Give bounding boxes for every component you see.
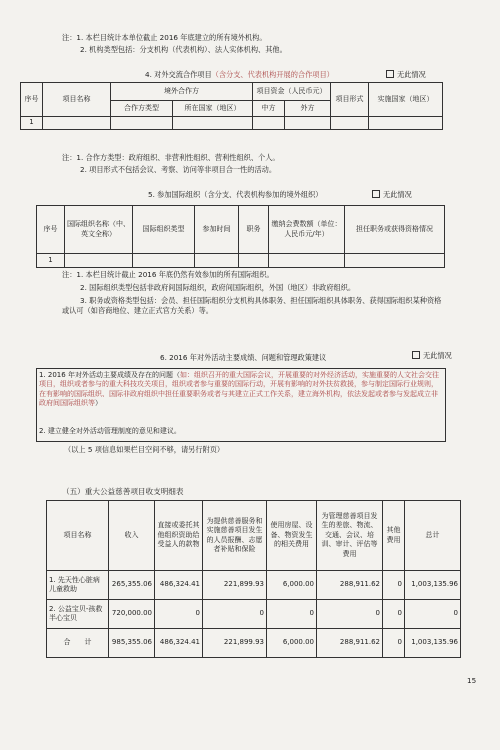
s4-none-checkbox[interactable] xyxy=(386,70,426,80)
s5-h-seq: 序号 xyxy=(37,206,65,254)
s4-title-note: （含分支、代表机构开展的合作项目） xyxy=(211,70,334,79)
s5-h-fee: 缴纳会费数额（单位：人民币元/年） xyxy=(269,206,345,254)
checkbox-icon xyxy=(412,351,420,359)
charity-h-staff: 为提供慈善服务和实施慈善项目发生的人员报酬、志愿者补贴和保险 xyxy=(203,501,267,571)
s5-h-time: 参加时间 xyxy=(195,206,239,254)
s5-note-2: 2. 国际组织类型包括非政府间国际组织，政府间国际组织，外国（地区）非政府组织。 xyxy=(80,283,356,292)
charity-cell-name: 合 计 xyxy=(47,629,109,658)
charity-cell-direct: 486,324.41 xyxy=(155,571,203,600)
charity-h-name: 项目名称 xyxy=(47,501,109,571)
s5-title-note: （含分支、代表机构参加的境外组织） xyxy=(200,190,323,199)
charity-cell-mgmt: 0 xyxy=(317,600,383,629)
s4-cell-empty[interactable] xyxy=(331,117,369,130)
table-row xyxy=(47,600,461,629)
s5-title: 5. 参加国际组织 xyxy=(148,190,201,199)
charity-cell-other: 0 xyxy=(383,600,405,629)
charity-cell-mgmt: 288,911.62 xyxy=(317,629,383,658)
s6-title: 6. 2016 年对外活动主要成绩、问题和管理政策建议 xyxy=(160,353,327,362)
table-row-total xyxy=(47,629,461,658)
s6-paragraph-1 xyxy=(39,371,441,409)
s6-paragraph-2: 2. 建立健全对外活动管理制度的意见和建议。 xyxy=(39,427,181,435)
charity-cell-total: 1,003,135.96 xyxy=(405,571,461,600)
s6-footnote: （以上 5 项信息如果栏目空间不够，请另行附页） xyxy=(64,445,225,454)
s5-h-org: 国际组织名称（中、英文全称） xyxy=(65,206,133,254)
s4-h-impl: 实施国家（地区） xyxy=(369,83,443,117)
s4-cell-empty[interactable] xyxy=(43,117,111,130)
s5-h-role: 职务 xyxy=(239,206,269,254)
charity-cell-income: 265,355.06 xyxy=(109,571,155,600)
s4-cell-empty[interactable] xyxy=(173,117,253,130)
s4-cell-empty[interactable] xyxy=(111,117,173,130)
charity-cell-property: 6,000.00 xyxy=(267,629,317,658)
charity-cell-total: 0 xyxy=(405,600,461,629)
charity-cell-staff: 221,899.93 xyxy=(203,629,267,658)
s4-h-name: 项目名称 xyxy=(43,83,111,117)
charity-h-property: 使用房屋、设备、物资发生的相关费用 xyxy=(267,501,317,571)
charity-cell-mgmt: 288,911.62 xyxy=(317,571,383,600)
s5-none-label: 无此情况 xyxy=(383,190,412,199)
s4-cell-empty[interactable] xyxy=(369,117,443,130)
top-note-2: 2. 机构类型包括：分支机构（代表机构）、法人实体机构、其他。 xyxy=(80,45,287,54)
s4-h-funds: 项目资金（人民币元） xyxy=(253,83,331,101)
s4-h-foreign: 外方 xyxy=(285,101,331,117)
s6-p1-hint: 如：组织召开的重大国际会议，开展重要的对外经济活动，实施重要的人文社会交往项目，组织或者参与的重大科技攻关项目，组织或者参与重要的国际行动，开展有影响的对外扶贫救援，参与制定国际行业规则，在有影响的国际组织、国际非政府组织中担任重要职务或者与其建立正式工作关系，建立海外机构，依法发起或者参与发起成立非政府间国际组织等 xyxy=(39,371,439,408)
charity-cell-direct: 0 xyxy=(155,600,203,629)
s5-cell-empty[interactable] xyxy=(239,254,269,268)
s4-note-2: 2. 项目形式不包括会议、考察、访问等非项目合一性的活动。 xyxy=(80,165,277,174)
charity-cell-direct: 486,324.41 xyxy=(155,629,203,658)
s4-none-label: 无此情况 xyxy=(397,70,426,79)
charity-cell-property: 6,000.00 xyxy=(267,571,317,600)
charity-title: （五）重大公益慈善项目收支明细表 xyxy=(62,487,184,496)
s4-cell-empty[interactable] xyxy=(253,117,285,130)
s4-h-partner-type: 合作方类型 xyxy=(111,101,173,117)
charity-h-income: 收入 xyxy=(109,501,155,571)
charity-h-other: 其他费用 xyxy=(383,501,405,571)
charity-cell-staff: 0 xyxy=(203,600,267,629)
s6-none-checkbox[interactable] xyxy=(412,351,452,361)
s5-h-duty: 担任职务或获得资格情况 xyxy=(345,206,445,254)
s4-note-1: 注：1. 合作方类型：政府组织、非营利性组织、营利性组织、个人。 xyxy=(62,153,280,162)
s4-title-line xyxy=(145,70,334,80)
s6-none-label: 无此情况 xyxy=(423,351,452,360)
charity-cell-property: 0 xyxy=(267,600,317,629)
s5-note-1: 注：1. 本栏目统计截止 2016 年底仍然有效参加的所有国际组织。 xyxy=(62,270,274,279)
s5-h-type: 国际组织类型 xyxy=(133,206,195,254)
charity-cell-income: 985,355.06 xyxy=(109,629,155,658)
s4-h-form: 项目形式 xyxy=(331,83,369,117)
s6-p1-head: 1. 2016 年对外活动主要成绩及存在的问题（ xyxy=(39,371,180,379)
s5-cell-empty[interactable] xyxy=(269,254,345,268)
charity-h-mgmt: 为管理慈善项目发生的差旅、物流、交通、会议、培训、审计、评估等费用 xyxy=(317,501,383,571)
charity-cell-staff: 221,899.93 xyxy=(203,571,267,600)
charity-cell-name: 1. 先天性心脏病儿童救助 xyxy=(47,571,109,600)
s5-cell-empty[interactable] xyxy=(133,254,195,268)
top-note-1: 注：1. 本栏目统计本单位截止 2016 年底建立的所有境外机构。 xyxy=(62,33,267,42)
charity-cell-income: 720,000.00 xyxy=(109,600,155,629)
s4-h-cn: 中方 xyxy=(253,101,285,117)
charity-header-row xyxy=(47,501,461,571)
s4-h-partner-country: 所在国家（地区） xyxy=(173,101,253,117)
charity-cell-other: 0 xyxy=(383,629,405,658)
s5-table xyxy=(36,205,445,268)
s4-cell-empty[interactable] xyxy=(285,117,331,130)
page-number: 15 xyxy=(467,676,477,685)
charity-cell-name: 2. 公益宝贝-孩救半心宝贝 xyxy=(47,600,109,629)
s5-none-checkbox[interactable] xyxy=(372,190,412,200)
s6-p1-tail: ） xyxy=(95,399,102,408)
s5-note-3: 3. 职务或资格类型包括：会员、担任国际组织分支机构具体职务、担任国际组织具体职务、获得国际组织某种资格或认可（如咨商地位、建立正式官方关系）等。 xyxy=(62,296,442,315)
s5-cell-empty[interactable] xyxy=(195,254,239,268)
charity-h-direct: 直接或委托其他组织资助给受益人的款物 xyxy=(155,501,203,571)
charity-h-total: 总计 xyxy=(405,501,461,571)
s4-row-seq: 1 xyxy=(21,117,43,130)
s4-h-partner: 境外合作方 xyxy=(111,83,253,101)
charity-cell-other: 0 xyxy=(383,571,405,600)
s4-table xyxy=(20,82,443,130)
charity-cell-total: 1,003,135.96 xyxy=(405,629,461,658)
s5-row-seq: 1 xyxy=(37,254,65,268)
checkbox-icon xyxy=(386,70,394,78)
s4-h-seq: 序号 xyxy=(21,83,43,117)
charity-table xyxy=(46,500,461,658)
checkbox-icon xyxy=(372,190,380,198)
s4-title: 4. 对外交流合作项目 xyxy=(145,70,212,79)
s5-cell-empty[interactable] xyxy=(345,254,445,268)
s5-title-line xyxy=(148,190,322,200)
table-row xyxy=(47,571,461,600)
s6-content-box[interactable] xyxy=(36,368,446,442)
s5-cell-empty[interactable] xyxy=(65,254,133,268)
